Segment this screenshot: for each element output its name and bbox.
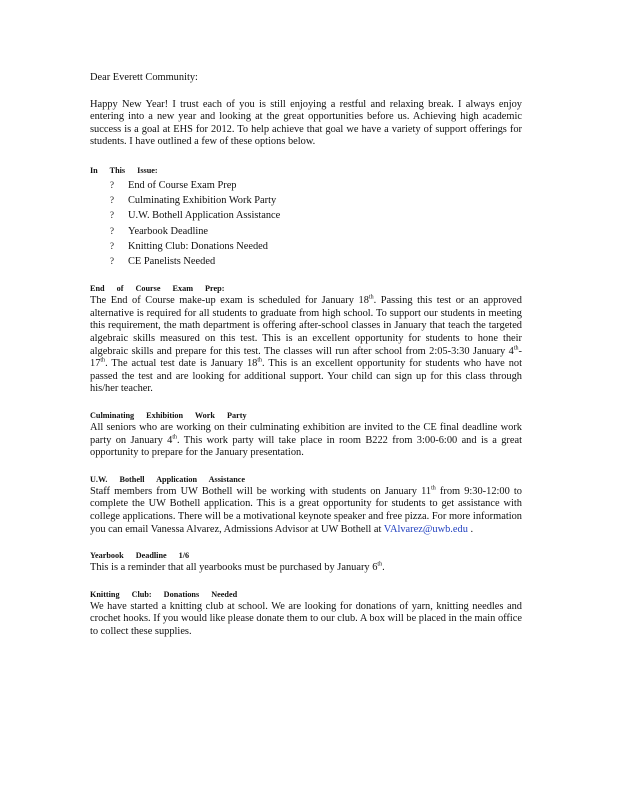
section-end-of-course (90, 283, 522, 396)
list-item (90, 254, 522, 269)
body-text: . This is an excellent opportunity for students who have not passed the test and are looking for additional support. Your child can sign up for this class through his/her teacher. (90, 358, 523, 395)
section-culminating-exhibition (90, 410, 522, 460)
issue-item-label: End of Course Exam Prep (128, 179, 237, 191)
body-text: . This work party will take place in room B222 from 3:00-6:00 and is a great opportunity to prepare for the January presentation. (90, 434, 522, 459)
bullet-glyph: ? (110, 179, 114, 190)
section-knitting-club (90, 589, 522, 639)
superscript: th (172, 434, 178, 441)
issue-item-label: Culminating Exhibition Work Party (128, 195, 277, 207)
issue-item-label: U.W. Bothell Application Assistance (128, 210, 281, 222)
bullet-glyph: ? (110, 225, 114, 236)
section-heading: Knitting Club: Donations Needed (90, 589, 238, 599)
email-link[interactable]: VAlvarez@uwb.edu (383, 523, 468, 535)
section-body: We have started a knitting club at school. We are looking for donations of yarn, knitting needles and crochet hooks. If you would like please donate them to our club. A box will be placed in the main office to collect these supplies. (90, 600, 522, 637)
body-text: from 9:30-12:00 to complete the UW Bothell application. This is a great opportunity for students to get assistance with college applications. There will be a motivational keynote speaker and free pizza. For more information you can email Vanessa Alvarez, Admissions Advisor at UW Bothell at (90, 485, 522, 535)
bullet-glyph: ? (110, 210, 114, 221)
body-text: . The actual test date is January 18 (105, 358, 258, 370)
letter-page (90, 72, 522, 652)
section-heading: U.W. Bothell Application Assistance (90, 474, 246, 484)
bullet-glyph: ? (110, 240, 114, 251)
section-yearbook (90, 550, 522, 575)
body-text: . (382, 562, 385, 574)
bullet-glyph: ? (110, 255, 114, 266)
superscript: th (513, 345, 519, 352)
superscript: th (368, 294, 374, 301)
section-heading: Yearbook Deadline 1/6 (90, 551, 190, 561)
section-body (90, 422, 522, 460)
list-item (90, 239, 522, 254)
list-item (90, 193, 522, 208)
list-item (90, 178, 522, 193)
superscript: th (100, 357, 106, 364)
list-item (90, 224, 522, 239)
in-this-issue-heading: In This Issue: (90, 165, 158, 175)
issue-item-label: CE Panelists Needed (128, 255, 216, 267)
section-body (90, 562, 522, 575)
section-uw-bothell (90, 474, 522, 536)
bullet-glyph: ? (110, 195, 114, 206)
intro-paragraph: Happy New Year! I trust each of you is still enjoying a restful and relaxing break. I always enjoy entering into a new year and looking at the great opportunities before us. Achieving high academic success is a goal at EHS for 2012. To help achieve that goal we have a variety of support offerings for students. I have outlined a few of these options below. (90, 98, 522, 148)
issue-item-label: Knitting Club: Donations Needed (128, 240, 268, 252)
section-body (90, 295, 522, 396)
body-text: This is a reminder that all yearbooks must be purchased by January 6 (90, 562, 378, 574)
section-heading: Culminating Exhibition Work Party (90, 410, 247, 420)
superscript: th (257, 357, 263, 364)
body-text: . (467, 523, 474, 535)
issue-item-label: Yearbook Deadline (128, 225, 209, 237)
list-item (90, 208, 522, 223)
section-heading: End of Course Exam Prep: (90, 284, 225, 294)
superscript: th (377, 561, 383, 568)
section-body (90, 486, 522, 536)
body-text: The End of Course make-up exam is scheduled for January 18 (90, 295, 369, 307)
issue-list (90, 178, 522, 269)
salutation: Dear Everett Community: (90, 72, 198, 83)
body-text: All seniors who are working on their culminating exhibition are invited to the CE final deadline work party on January 4 (90, 421, 522, 446)
superscript: th (431, 485, 436, 492)
body-text: Staff members from UW Bothell will be working with students on January 11 (90, 485, 432, 497)
body-text: -17 (90, 345, 522, 370)
body-text: . Passing this test or an approved alternative is required for all students to graduate from high school. To support our students in meeting this requirement, the math department is offering after-school classes in January that teach the targeted algebraic skills measured on this test. This is an excellent opportunity for students to hone their algebraic skills and prepare for this test. The classes will run after school from 2:05-3:30 January 4 (90, 295, 522, 357)
